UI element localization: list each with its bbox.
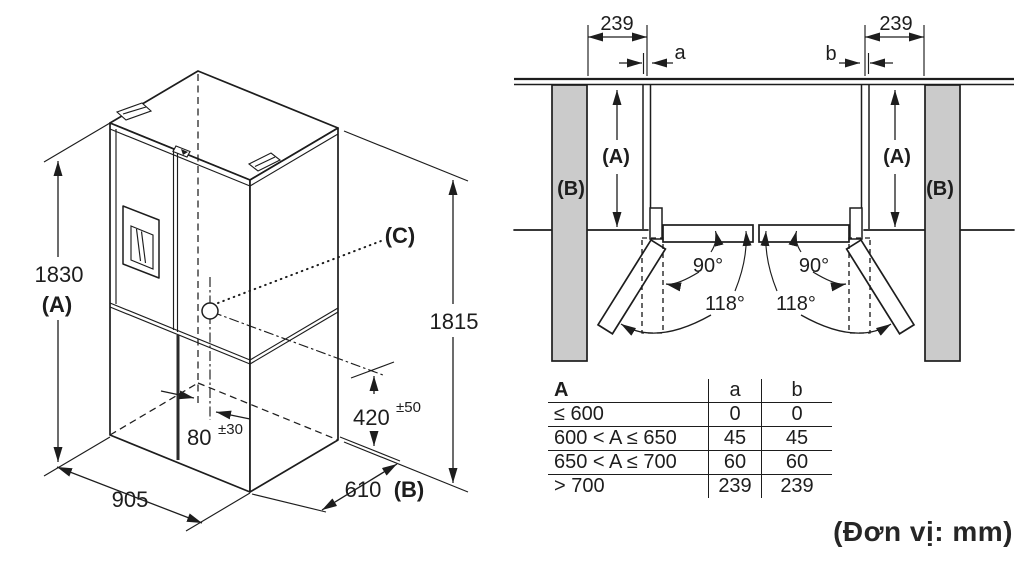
label-connection-offset-80: 80 [187, 425, 212, 450]
side-panel-B [552, 85, 587, 361]
dim-connection-height-420 [351, 362, 394, 446]
connection-circle [202, 303, 218, 319]
cell-b: 0 [762, 403, 833, 427]
label-connection-C: (C) [384, 223, 416, 248]
col-header-a: a [709, 379, 762, 403]
label-gap-a: a [674, 42, 686, 64]
label-angle-90-left: 90° [692, 255, 724, 277]
fridge-side-face [250, 128, 338, 492]
clearance-table [548, 379, 832, 498]
col-header-A: A [548, 379, 709, 403]
cell-range: 650 < A ≤ 700 [548, 451, 709, 475]
door-open-118 [847, 240, 914, 334]
table-header-row [548, 379, 832, 403]
label-angle-118-right: 118° [776, 293, 816, 315]
label-recess-A-left: (A) [602, 146, 630, 168]
door-closed [759, 225, 849, 242]
table-row [548, 451, 832, 475]
unit-note: (Đơn vị: mm) [833, 516, 1013, 547]
label-height-1830: 1830 [34, 262, 84, 287]
cell-a: 60 [709, 451, 762, 475]
table-row [548, 403, 832, 427]
cell-range: > 700 [554, 475, 605, 497]
label-width-905: 905 [111, 487, 149, 512]
table-row [548, 427, 832, 451]
label-gap-b: b [825, 43, 837, 65]
label-height-letter-A: (A) [41, 292, 73, 317]
label-angle-118-left: 118° [705, 293, 745, 315]
side-panel-B [925, 85, 960, 361]
label-recess-A-right: (A) [883, 146, 911, 168]
cell-a: 0 [709, 403, 762, 427]
label-connection-offset-tol: ±30 [218, 421, 243, 438]
label-side-B-left: (B) [557, 178, 585, 200]
cell-a: 45 [709, 427, 762, 451]
label-front-height-1815: 1815 [429, 309, 479, 334]
isometric-fridge-diagram [35, 71, 479, 531]
cell-range: ≤ 600 [548, 403, 709, 427]
door-hinge-pillar [850, 208, 862, 239]
label-connection-height-tol: ±50 [396, 399, 421, 416]
cell-b: 239 [762, 475, 833, 499]
cell-a: 239 [709, 475, 762, 499]
cell-range: 600 < A ≤ 650 [548, 427, 709, 451]
label-clearance-left-239: 239 [600, 13, 634, 35]
label-clearance-right-239: 239 [879, 13, 913, 35]
rear-wall [514, 79, 1014, 85]
label-connection-height-420: 420 [353, 405, 390, 430]
cell-b: 60 [762, 451, 833, 475]
label-depth-610: 610 [344, 477, 382, 502]
cell-b: 45 [762, 427, 833, 451]
col-header-b: b [762, 379, 833, 403]
door-closed [663, 225, 753, 242]
door-hinge-pillar [650, 208, 662, 239]
table-row [548, 475, 832, 499]
installation-plan-diagram [514, 13, 1014, 361]
door-open-118 [598, 240, 665, 334]
label-depth-letter-B: (B) [393, 477, 425, 502]
label-angle-90-right: 90° [798, 255, 830, 277]
label-side-B-right: (B) [926, 178, 954, 200]
